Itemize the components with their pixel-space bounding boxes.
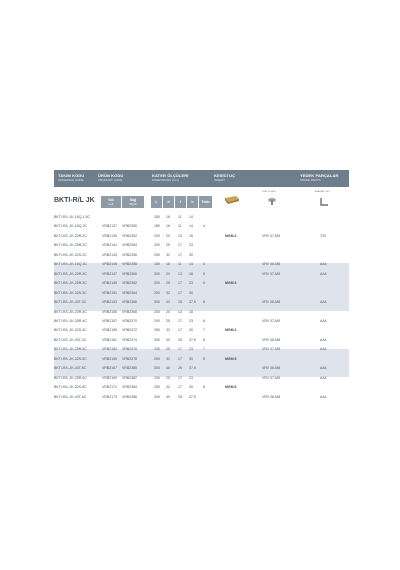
col-dim-h: h: [187, 196, 198, 208]
cell-prod2: VRB2364: [122, 290, 137, 295]
col-dim-L: L: [151, 196, 162, 208]
cell-prod: VRB2157: [102, 318, 117, 323]
header-dimensions: [152, 170, 188, 182]
cell-d: 20: [166, 309, 170, 314]
cell-prod: VRB2155: [102, 309, 117, 314]
cell-prod: VRB2167: [102, 366, 117, 371]
table-row: [54, 241, 349, 249]
cell-d: 32: [166, 252, 170, 257]
cell-prod2: VRB2386: [122, 394, 137, 399]
cell-prod2: VRB2382: [122, 375, 137, 380]
cell-L: 250: [154, 328, 160, 333]
cell-h: 37,5: [189, 337, 196, 342]
table-header: [54, 170, 349, 187]
header-spare-parts-en: SPARE PARTS: [300, 178, 321, 182]
cell-code: BKTI-R/L-JK-32S-6C: [54, 385, 87, 390]
table-row: [54, 364, 349, 372]
cell-prod2: VRB2376: [122, 347, 137, 352]
header-ordering-code-tr: TAKIM KODU: [58, 173, 85, 178]
cell-code: BKTI-R/L-JK-25R-5C: [54, 347, 87, 352]
group-key2-code: AA4: [320, 300, 327, 305]
cell-d: 25: [166, 243, 170, 248]
cell-d: 32: [166, 328, 170, 333]
cell-prod: VRB2143: [102, 252, 117, 257]
cell-d: 40: [166, 337, 170, 342]
cell-prod: VRB2151: [102, 290, 117, 295]
cell-h: 14: [189, 215, 193, 219]
table-row: [54, 260, 349, 268]
cell-f: 26: [178, 300, 182, 305]
cell-d: 25: [166, 318, 170, 323]
header-spare-parts: [300, 170, 338, 182]
cell-L: 250: [154, 252, 160, 257]
cell-code: BKTI-R/L-JK-20R-4C: [54, 309, 87, 314]
table-row: [54, 289, 349, 297]
cell-d: 16: [166, 215, 170, 219]
cell-prod2: VRB2352: [122, 233, 137, 238]
cell-h: 23: [189, 347, 193, 352]
cell-h: 23: [189, 243, 193, 248]
table-row: [54, 326, 349, 334]
cell-code: BKTI-R/L-JK-25R-6C: [54, 375, 87, 380]
cell-prod2: VRB2350: [122, 224, 137, 229]
group-key-code: AA4: [320, 375, 327, 380]
cell-d: 40: [166, 300, 170, 305]
group-key-code: AA4: [320, 318, 327, 323]
col-left-label: Sol: [108, 198, 114, 202]
cell-h: 37,5: [189, 394, 196, 399]
cell-f: 26: [178, 394, 182, 399]
cell-prod: VRB2159: [102, 328, 117, 333]
table-row: [54, 355, 349, 363]
cell-prod: VRB2139: [102, 233, 117, 238]
cell-L: 180: [154, 215, 160, 219]
group-insert-code: MGM.2: [225, 233, 237, 238]
header-spare-parts-tr: YEDEK PARÇALAR: [300, 173, 339, 178]
table-row: [54, 222, 349, 230]
cell-d: 32: [166, 385, 170, 390]
cell-prod: VRB2147: [102, 271, 117, 276]
tmin-value: 6: [203, 281, 205, 286]
cell-h: 30: [189, 328, 193, 333]
cell-code: BKTI-R/L-JK-32S-2C: [54, 252, 87, 257]
col-right-sublabel: Right: [129, 202, 137, 206]
tmin-value: 5: [203, 271, 205, 276]
key-icon-label: ANAHTAR / KEY: [315, 191, 331, 193]
cell-L: 200: [154, 347, 160, 352]
cell-L: 250: [154, 385, 160, 390]
cell-prod2: VRB2384: [122, 385, 137, 390]
group-insert-code: MGM.6: [225, 385, 237, 390]
cell-code: BKTI-R/L-JK-16Q-2C: [54, 224, 88, 229]
cell-f: 11: [178, 215, 182, 219]
cell-prod2: VRB2362: [122, 281, 137, 286]
header-product-code: [98, 170, 123, 182]
group-screw-code: VRV 07-M5: [262, 318, 281, 323]
cell-code: BKTI-R/L-JK-25R-2C: [54, 243, 87, 248]
table-row: [54, 317, 349, 325]
cell-L: 180: [154, 262, 160, 267]
table-row: [54, 345, 349, 353]
key-icon: [318, 196, 330, 208]
cell-prod2: VRB2360: [122, 271, 137, 276]
tmin-value: 7: [203, 347, 205, 352]
cell-f: 17: [178, 385, 182, 390]
tmin-value: 8: [203, 300, 205, 305]
table-row: [54, 232, 349, 240]
insert-icon: [224, 195, 240, 205]
cell-f: 13: [178, 271, 182, 276]
cell-L: 200: [154, 281, 160, 286]
cell-code: BKTI-R/L-JK-20R-2C: [54, 233, 87, 238]
table-row: [54, 393, 349, 401]
cell-code: BKTI-R/L-JK-16Q-3C: [54, 262, 88, 267]
group-key2-code: AA4: [320, 394, 327, 399]
header-ordering-code: [58, 170, 84, 182]
cell-prod: VRB2173: [102, 394, 117, 399]
cell-prod: VRB2153: [102, 300, 117, 305]
cell-prod2: VRB2358: [122, 262, 137, 267]
group-insert-code: MGM.5: [225, 356, 237, 361]
cell-h: 30: [189, 356, 193, 361]
group-screw2-code: VRV 06-M8: [262, 262, 281, 267]
group-key-code: AA4: [320, 347, 327, 352]
cell-prod: VRB2145: [102, 262, 117, 267]
cell-prod2: VRB2354: [122, 243, 137, 248]
group-screw-code: VRV 07-M5: [262, 347, 281, 352]
tmin-value: 7: [203, 328, 205, 333]
cell-code: BKTI-R/L-JK-25R-3C: [54, 281, 87, 286]
cell-L: 300: [154, 300, 160, 305]
cell-h: 37,5: [189, 366, 196, 371]
cell-h: 30: [189, 290, 193, 295]
cell-L: 250: [154, 290, 160, 295]
header-insert: [214, 170, 235, 182]
group-screw-code: VRV 07-M5: [262, 375, 281, 380]
header-product-code-en: PRODUCT CODE: [98, 178, 123, 182]
cell-h: 18: [189, 233, 193, 238]
group-key-code: AA4: [320, 271, 327, 276]
cell-code: BKTI-R/L-JK-40T-6C: [54, 394, 87, 399]
cell-h: 30: [189, 385, 193, 390]
tmin-value: 8: [203, 385, 205, 390]
cell-L: 250: [154, 356, 160, 361]
tmin-value: 4: [203, 262, 205, 267]
cell-prod: VRB2137: [102, 224, 117, 229]
cell-d: 25: [166, 375, 170, 380]
cell-d: 16: [166, 224, 170, 229]
cell-code: BKTI-R/L-JK-25R-4C: [54, 318, 87, 323]
cell-f: 17: [178, 243, 182, 248]
group-key2-code: AA4: [320, 366, 327, 371]
header-product-code-tr: ÜRÜN KODU: [98, 173, 124, 178]
header-insert-tr: KESİCİ UÇ: [214, 173, 236, 178]
screw-icon: [265, 196, 279, 206]
col-right: [122, 196, 144, 208]
cell-h: 18: [189, 271, 193, 276]
cell-L: 200: [154, 271, 160, 276]
cell-prod: VRB2141: [102, 243, 117, 248]
cell-prod2: VRB2380: [122, 366, 137, 371]
group-insert-code: MGM.4: [225, 328, 237, 333]
cell-prod: VRB2149: [102, 281, 117, 286]
cell-prod: VRB2163: [102, 347, 117, 352]
cell-code: BKTI-R/L-JK-32S-5C: [54, 356, 87, 361]
cell-L: 180: [154, 224, 160, 229]
cell-d: 16: [166, 262, 170, 267]
tmin-value: 6: [203, 318, 205, 323]
col-left: [101, 196, 121, 208]
cell-h: 30: [189, 252, 193, 257]
cell-f: 11: [178, 224, 182, 229]
cell-prod2: VRB2374: [122, 337, 137, 342]
cell-code: BKTI-R/L-JK-40T-4C: [54, 337, 87, 342]
table-row: [54, 374, 349, 382]
cell-d: 40: [166, 366, 170, 371]
col-left-sublabel: Left: [108, 202, 114, 206]
cell-d: 25: [166, 281, 170, 286]
cell-code: BKTI-R/L-JK-16Q-1.5C: [54, 215, 90, 219]
cell-f: 26: [178, 337, 182, 342]
cell-L: 300: [154, 394, 160, 399]
cell-f: 13: [178, 309, 182, 314]
cell-code: BKTI-R/L-JK-40T-3C: [54, 300, 87, 305]
cell-h: 14: [189, 224, 193, 229]
table-row: [54, 270, 349, 278]
tmin-value: 8: [203, 337, 205, 342]
cell-f: 17: [178, 328, 182, 333]
header-dimensions-tr: KATER ÖLÇÜLERİ: [152, 173, 189, 178]
cell-f: 17: [178, 356, 182, 361]
tmin-value: 8: [203, 356, 205, 361]
cell-L: 300: [154, 337, 160, 342]
cell-h: 37,5: [189, 300, 196, 305]
group-key2-code: AA4: [320, 337, 327, 342]
table-row: [54, 279, 349, 287]
cell-f: 17: [178, 281, 182, 286]
cell-prod: VRB2165: [102, 356, 117, 361]
cell-L: 200: [154, 243, 160, 248]
cell-d: 20: [166, 271, 170, 276]
group-insert-code: MGM.3: [225, 281, 237, 286]
table-row: [54, 298, 349, 306]
header-dimensions-en: DIMENSIONS (mm): [152, 178, 179, 182]
group-screw2-code: VRV 06-M8: [262, 394, 281, 399]
table-row: [54, 213, 349, 221]
cell-h: 18: [189, 309, 193, 314]
cell-code: BKTI-R/L-JK-32S-4C: [54, 328, 87, 333]
cell-prod: VRB2169: [102, 375, 117, 380]
group-screw-code: VRV 07-M5: [262, 271, 281, 276]
cell-L: 200: [154, 318, 160, 323]
group-screw2-code: VRV 06-M8: [262, 300, 281, 305]
group-key-code: T20: [320, 233, 327, 238]
cell-h: 23: [189, 375, 193, 380]
header-ordering-code-en: ORDERING CODE: [58, 178, 84, 182]
cell-prod2: VRB2368: [122, 309, 137, 314]
cell-f: 17: [178, 375, 182, 380]
group-screw2-code: VRV 06-M8: [262, 337, 281, 342]
cell-d: 20: [166, 233, 170, 238]
cell-d: 25: [166, 347, 170, 352]
cell-f: 17: [178, 347, 182, 352]
cell-d: 32: [166, 290, 170, 295]
table-row: [54, 383, 349, 391]
cell-h: 23: [189, 281, 193, 286]
cell-L: 200: [154, 233, 160, 238]
cell-L: 200: [154, 375, 160, 380]
group-screw-code: VRV 07-M5: [262, 233, 281, 238]
header-insert-en: INSERT: [214, 178, 225, 182]
cell-f: 13: [178, 233, 182, 238]
col-dim-f: f: [175, 196, 186, 208]
cell-prod: VRB2171: [102, 385, 117, 390]
cell-code: BKTI-R/L-JK-40T-5C: [54, 366, 87, 371]
cell-prod2: VRB2370: [122, 318, 137, 323]
cell-prod2: VRB2366: [122, 300, 137, 305]
cell-code: BKTI-R/L-JK-20R-3C: [54, 271, 87, 276]
screw-icon-label: VİDA / SCREW: [262, 191, 276, 193]
tmin-value: 4: [203, 224, 205, 229]
cell-f: 17: [178, 318, 182, 323]
cell-L: 300: [154, 366, 160, 371]
cell-prod2: VRB2378: [122, 356, 137, 361]
model-title: BKTI-R/L JK: [54, 197, 95, 204]
col-dim-d: d: [163, 196, 174, 208]
cell-prod2: VRB2372: [122, 328, 137, 333]
cell-d: 32: [166, 356, 170, 361]
table-row: [54, 308, 349, 316]
cell-f: 17: [178, 290, 182, 295]
group-key2-code: AA4: [320, 262, 327, 267]
cell-prod2: VRB2356: [122, 252, 137, 257]
cell-d: 40: [166, 394, 170, 399]
cell-h: 23: [189, 318, 193, 323]
cell-L: 200: [154, 309, 160, 314]
cell-prod: VRB2161: [102, 337, 117, 342]
cell-f: 17: [178, 252, 182, 257]
cell-h: 14: [189, 262, 193, 267]
table-row: [54, 336, 349, 344]
cell-code: BKTI-R/L-JK-32S-3C: [54, 290, 87, 295]
cell-f: 11: [178, 262, 182, 267]
col-dim-tmin: Tmin: [199, 196, 212, 208]
cell-f: 26: [178, 366, 182, 371]
table-row: [54, 251, 349, 259]
group-screw2-code: VRV 06-M8: [262, 366, 281, 371]
col-right-label: Sağ: [129, 198, 137, 202]
